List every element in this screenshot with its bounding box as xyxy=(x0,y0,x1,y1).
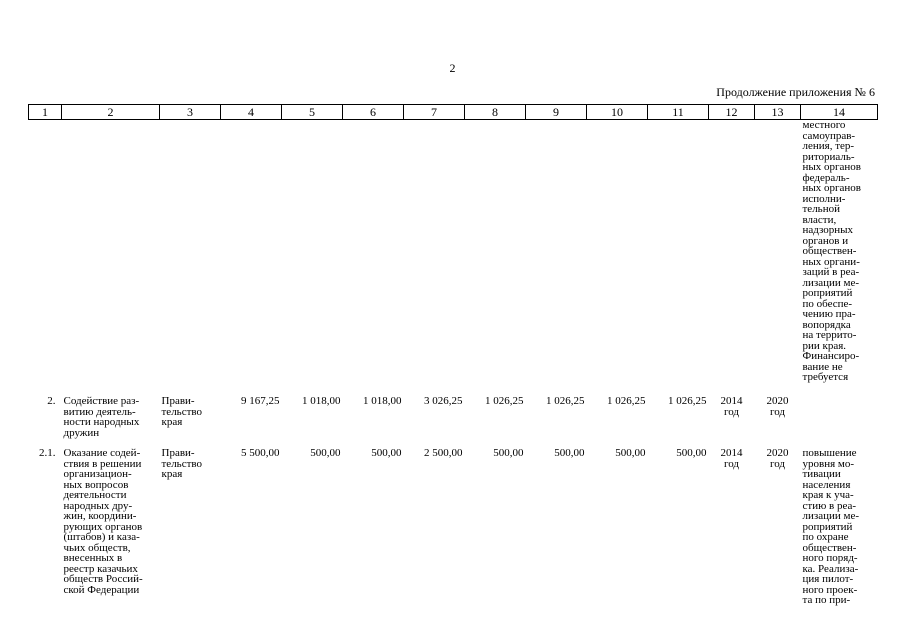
end-year: 2020 год xyxy=(766,395,789,418)
end-year: 2020 год xyxy=(766,447,789,470)
header-cell: 12 xyxy=(709,105,755,120)
amount-cell: 1 026,25 xyxy=(546,395,585,407)
header-cell: 4 xyxy=(221,105,282,120)
amount-cell: 2 500,00 xyxy=(424,447,463,459)
header-cell: 11 xyxy=(648,105,709,120)
amount-cell: 500,00 xyxy=(493,447,524,459)
amount-cell: 500,00 xyxy=(615,447,646,459)
header-cell: 5 xyxy=(282,105,343,120)
result-cell: повышение уровня мо- тивации населения края к уча- стию в реа- лизации ме- роприятий по охране обществен- ного поряд- ка. Реализа- ция пилот- ного проек- та по при- xyxy=(802,447,860,606)
amount-cell: 1 026,25 xyxy=(607,395,646,407)
header-cell: 14 xyxy=(801,105,878,120)
executor-cell: Прави- тельство края xyxy=(161,447,203,480)
header-cell: 2 xyxy=(62,105,160,120)
activity-name: Содействие раз- витию деятель- ности народных дружин xyxy=(63,395,140,439)
table-row xyxy=(29,442,878,606)
header-cell: 7 xyxy=(404,105,465,120)
table-header-row xyxy=(29,105,878,120)
header-cell: 9 xyxy=(526,105,587,120)
amount-cell: 1 026,25 xyxy=(485,395,524,407)
amount-cell: 1 018,00 xyxy=(363,395,402,407)
appendix-table xyxy=(28,104,878,606)
header-cell: 3 xyxy=(160,105,221,120)
row-number: 2.1. xyxy=(39,447,56,459)
page-number: 2 xyxy=(449,61,456,75)
activity-name: Оказание содей- ствия в решении организацион- ных вопросов деятельности народных дру- жин, координи- рующих органов (штабов) и каза- чьих обществ, внесенных в реестр казачьих обществ Россий- ской Федерации xyxy=(63,447,143,596)
amount-cell: 3 026,25 xyxy=(424,395,463,407)
amount-cell: 1 018,00 xyxy=(302,395,341,407)
start-year: 2014 год xyxy=(720,447,743,470)
executor-cell: Прави- тельство края xyxy=(161,395,203,428)
amount-total: 5 500,00 xyxy=(241,447,280,459)
appendix-continuation: Продолжение приложения № 6 xyxy=(716,85,875,99)
header-cell: 10 xyxy=(587,105,648,120)
row-number: 2. xyxy=(47,395,56,407)
amount-cell: 500,00 xyxy=(310,447,341,459)
table-row xyxy=(29,390,878,442)
amount-total: 9 167,25 xyxy=(241,395,280,407)
start-year: 2014 год xyxy=(720,395,743,418)
amount-cell: 500,00 xyxy=(676,447,707,459)
table-row xyxy=(29,120,878,391)
header-cell: 8 xyxy=(465,105,526,120)
amount-cell: 1 026,25 xyxy=(668,395,707,407)
amount-cell: 500,00 xyxy=(371,447,402,459)
header-cell: 13 xyxy=(755,105,801,120)
amount-cell: 500,00 xyxy=(554,447,585,459)
header-cell: 1 xyxy=(29,105,62,120)
header-cell: 6 xyxy=(343,105,404,120)
result-cell: местного самоуправ- ления, тер- риториаль- ных органов федераль- ных органов исполни- тельной власти, надзорных органов и обществен- ных органи- заций в реа- лизации ме- роприятий по обеспе- чению пра- вопорядка на террито- рии края. Финансиро- вание не требуется xyxy=(802,119,862,383)
